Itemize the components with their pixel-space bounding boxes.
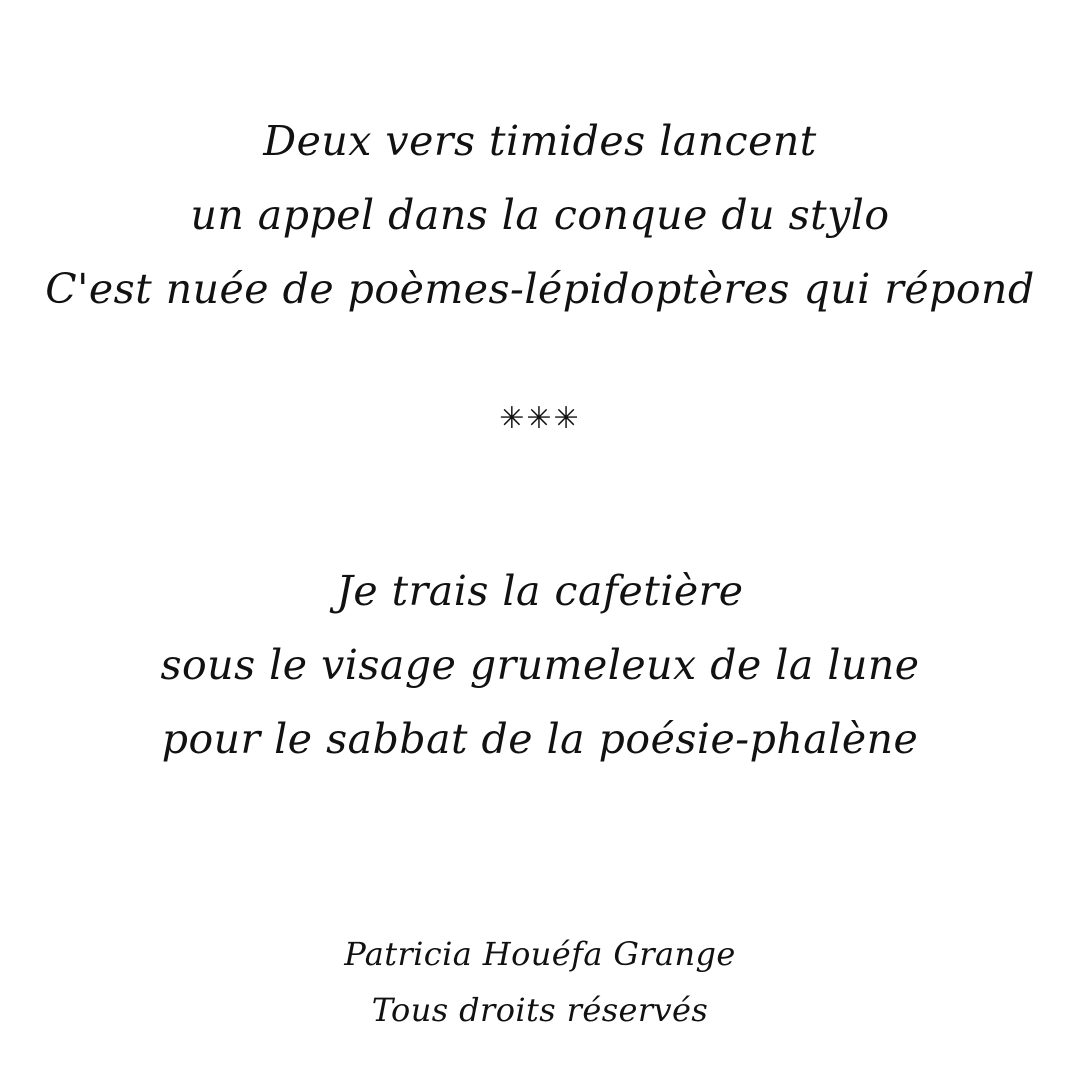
poem-line: Je trais la cafetière: [336, 567, 744, 615]
credits-block: [0, 926, 1080, 1038]
poem-line: un appel dans la conque du stylo: [190, 191, 890, 239]
poem-line: Deux vers timides lancent: [263, 117, 817, 165]
stanza-first: [0, 104, 1080, 326]
stanza-second: [0, 554, 1080, 776]
poem-line: pour le sabbat de la poésie-phalène: [161, 715, 919, 763]
rights-notice: Tous droits réservés: [371, 991, 709, 1029]
poem-line: C'est nuée de poèmes-lépidoptères qui répond: [45, 265, 1035, 313]
poem-line: sous le visage grumeleux de la lune: [160, 641, 920, 689]
author-name: Patricia Houéfa Grange: [344, 935, 736, 973]
stanza-divider: ✳✳✳: [499, 401, 581, 436]
